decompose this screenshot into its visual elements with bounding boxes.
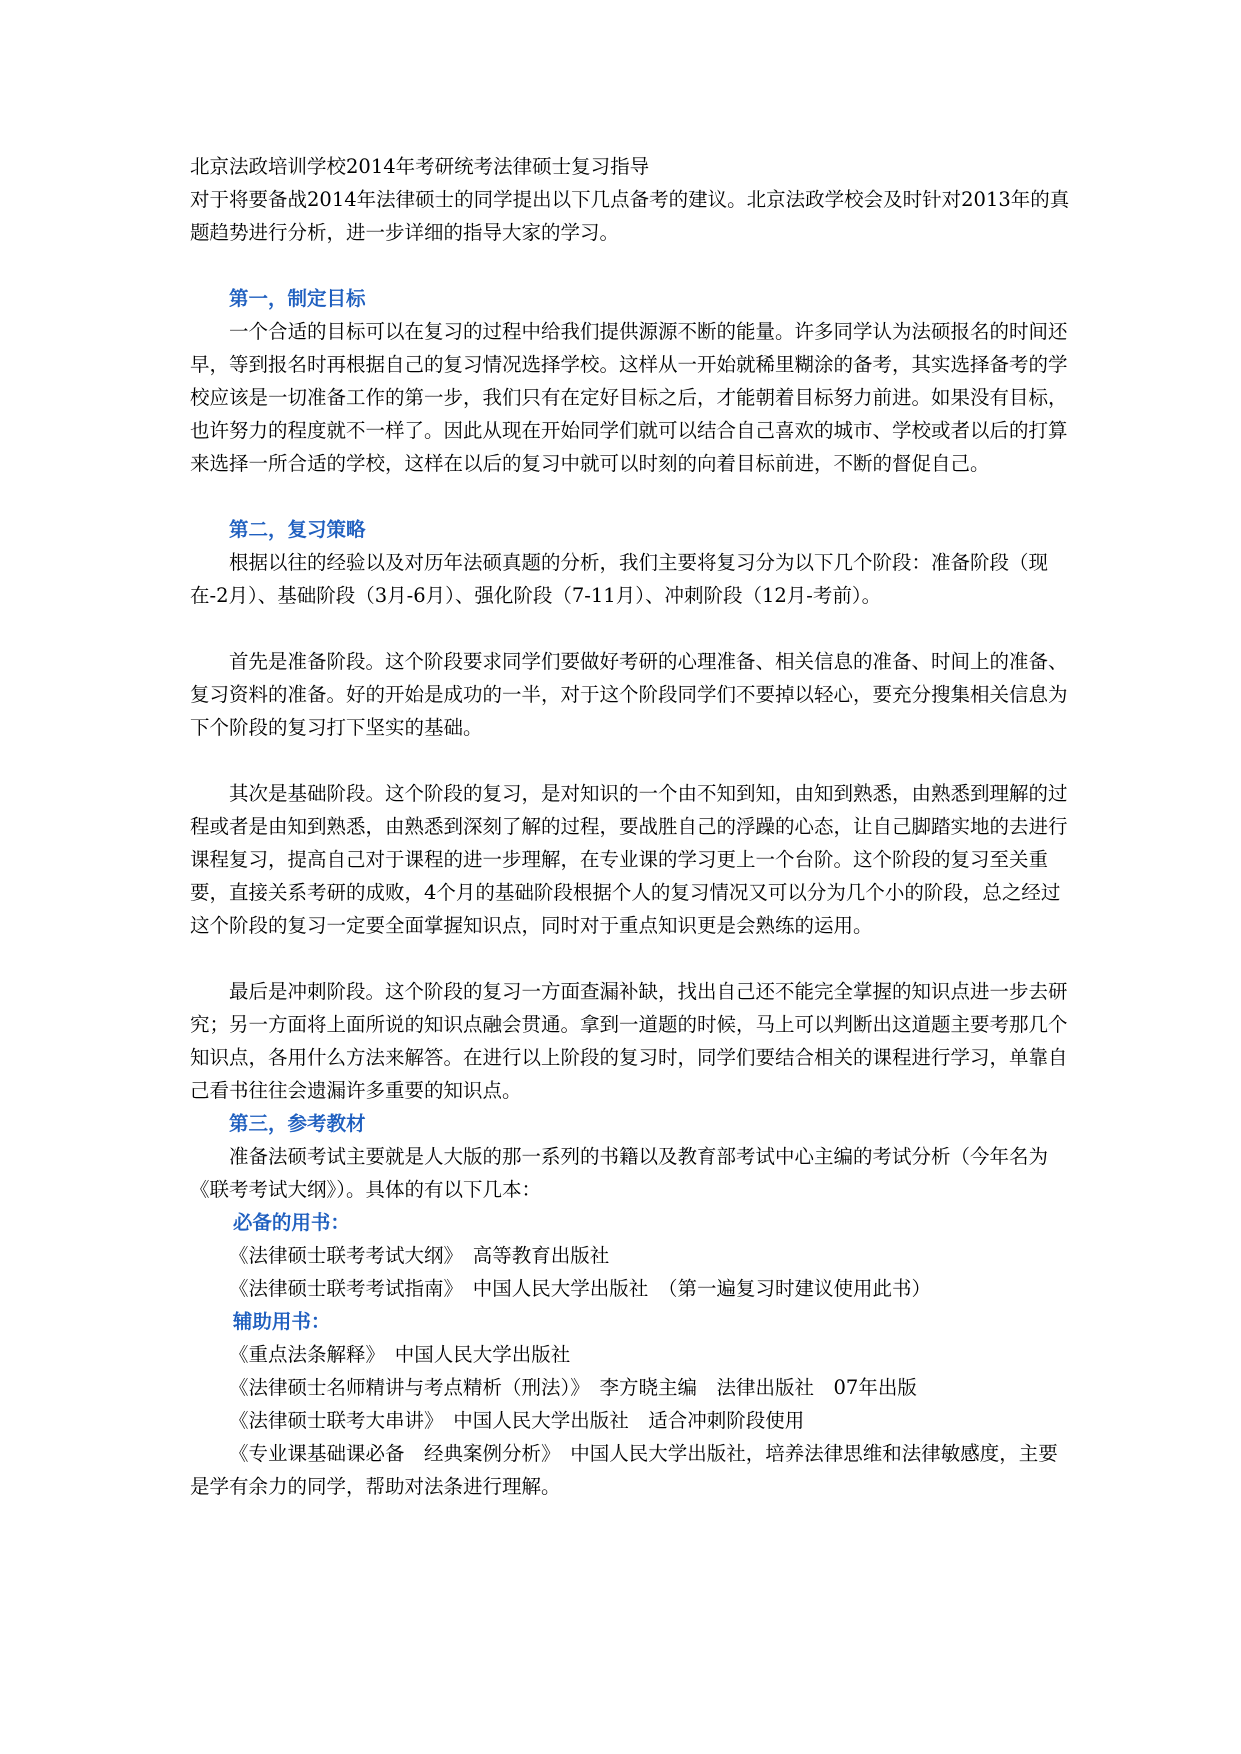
section-heading-strategy: 第二，复习策略 [229, 518, 366, 541]
paragraph-prep-stage: 首先是准备阶段。这个阶段要求同学们要做好考研的心理准备、相关信息的准备、时间上的准备、复习资料的准备。好的开始是成功的一半，对于这个阶段同学们不要掉以轻心，要充分搜集相关信息为下个阶段的复习打下坚实的基础。 [190, 650, 1068, 739]
spacer [190, 249, 1070, 282]
intro-paragraph: 对于将要备战2014年法律硕士的同学提出以下几点备考的建议。北京法政学校会及时针对2013年的真题趋势进行分析，进一步详细的指导大家的学习。 [190, 188, 1070, 244]
section-heading-goals: 第一，制定目标 [229, 287, 366, 310]
spacer [190, 612, 1070, 645]
paragraph-sprint-stage: 最后是冲刺阶段。这个阶段的复习一方面查漏补缺，找出自己还不能完全掌握的知识点进一步去研究；另一方面将上面所说的知识点融会贯通。拿到一道题的时候，马上可以判断出这道题主要考那几个知识点，各用什么方法来解答。在进行以上阶段的复习时，同学们要结合相关的课程进行学习，单靠自己看书往往会遗漏许多重要的知识点。 [190, 980, 1068, 1102]
document-title: 北京法政培训学校2014年考研统考法律硕士复习指导 [190, 155, 650, 178]
section-goals-body: 一个合适的目标可以在复习的过程中给我们提供源源不断的能量。许多同学认为法硕报名的时间还早，等到报名时再根据自己的复习情况选择学校。这样从一开始就稀里糊涂的备考，其实选择备考的学校应该是一切准备工作的第一步，我们只有在定好目标之后，才能朝着目标努力前进。如果没有目标，也许努力的程度就不一样了。因此从现在开始同学们就可以结合自己喜欢的城市、学校或者以后的打算来选择一所合适的学校，这样在以后的复习中就可以时刻的向着目标前进，不断的督促自己。 [190, 320, 1068, 475]
section-textbooks-body: 准备法硕考试主要就是人大版的那一系列的书籍以及教育部考试中心主编的考试分析（今年名为《联考考试大纲》）。具体的有以下几本： [190, 1145, 1049, 1201]
aux-book-item: 《法律硕士联考大串讲》 中国人民大学出版社 适合冲刺阶段使用 [229, 1409, 805, 1432]
paragraph-basic-stage: 其次是基础阶段。这个阶段的复习，是对知识的一个由不知到知，由知到熟悉，由熟悉到理解的过程或者是由知到熟悉，由熟悉到深刻了解的过程，要战胜自己的浮躁的心态，让自己脚踏实地的去进行课程复习，提高自己对于课程的进一步理解，在专业课的学习更上一个台阶。这个阶段的复习至关重要，直接关系考研的成败，4个月的基础阶段根据个人的复习情况又可以分为几个小的阶段，总之经过这个阶段的复习一定要全面掌握知识点，同时对于重点知识更是会熟练的运用。 [190, 782, 1068, 937]
aux-book-item: 《重点法条解释》 中国人民大学出版社 [229, 1343, 571, 1366]
aux-book-item-last: 《专业课基础课必备 经典案例分析》 中国人民大学出版社，培养法律思维和法律敏感度，主要是学有余力的同学，帮助对法条进行理解。 [190, 1442, 1058, 1498]
aux-book-item: 《法律硕士名师精讲与考点精析（刑法）》 李方晓主编 法律出版社 07年出版 [229, 1376, 917, 1399]
required-book-item: 《法律硕士联考考试大纲》 高等教育出版社 [229, 1244, 610, 1267]
required-book-item: 《法律硕士联考考试指南》 中国人民大学出版社 （第一遍复习时建议使用此书） [229, 1277, 932, 1300]
spacer [190, 480, 1070, 513]
aux-books-heading: 辅助用书： [232, 1310, 331, 1333]
section-heading-textbooks: 第三，参考教材 [229, 1112, 366, 1135]
section-strategy-body: 根据以往的经验以及对历年法硕真题的分析，我们主要将复习分为以下几个阶段：准备阶段（现在-2月）、基础阶段（3月-6月）、强化阶段（7-11月）、冲刺阶段（12月-考前）。 [190, 551, 1049, 607]
required-books-heading: 必备的用书： [232, 1211, 350, 1234]
spacer [190, 942, 1070, 975]
spacer [190, 744, 1070, 777]
document-page [190, 150, 1070, 1503]
